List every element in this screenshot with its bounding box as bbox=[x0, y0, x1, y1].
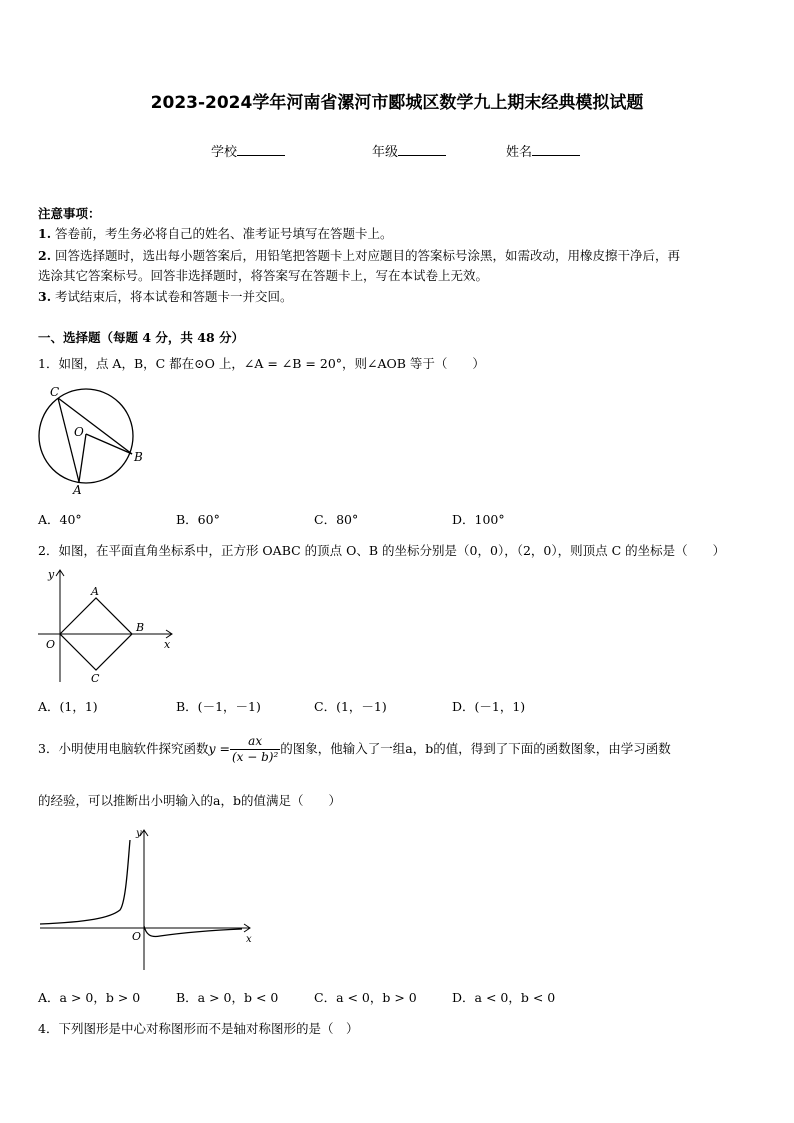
label-c: C bbox=[91, 672, 100, 685]
school-label: 学校 bbox=[211, 145, 238, 160]
section-heading: 一、选择题（每题 4 分，共 48 分） bbox=[38, 330, 245, 345]
q1-circle-figure bbox=[34, 380, 146, 498]
curve-left-branch bbox=[40, 840, 130, 924]
label-b: B bbox=[134, 450, 143, 464]
q3-stem-line1: 3．小明使用电脑软件探究函数y = $\frac{ax}{\text{(x − b)²}}$ 的图象，他输入了一组a，b的值，得到了下面的函数图象，由学习函数 bbox=[38, 734, 671, 764]
label-x: x bbox=[246, 934, 252, 945]
label-x: x bbox=[164, 638, 171, 651]
q2-option-b: B．(－1，－1) bbox=[176, 699, 261, 714]
page-title: 2023-2024学年河南省漯河市郾城区数学九上期末经典模拟试题 bbox=[150, 93, 644, 113]
function-fraction: $\frac{ax}{\text{(x − b)²}}$ bbox=[231, 734, 279, 764]
q4-stem: 4．下列图形是中心对称图形而不是轴对称图形的是（ ） bbox=[38, 1021, 359, 1036]
q1-stem: 1．如图，点 A，B，C 都在⊙O 上，∠A = ∠B = 20°，则∠AOB 等于（ ） bbox=[38, 356, 485, 371]
label-y: y bbox=[136, 828, 142, 839]
grade-blank bbox=[398, 143, 446, 156]
grade-label: 年级 bbox=[372, 145, 399, 160]
chord-cb bbox=[58, 398, 132, 454]
label-o: O bbox=[74, 425, 84, 439]
q2-stem: 2．如图，在平面直角坐标系中，正方形 OABC 的顶点 O、B 的坐标分别是（0，0），（2，0），则顶点 C 的坐标是（ ） bbox=[38, 543, 726, 558]
q3-option-b: B．a > 0，b < 0 bbox=[176, 990, 279, 1005]
grade-field bbox=[372, 141, 446, 160]
notice-item: 2. 回答选择题时，选出每小题答案后，用铅笔把答题卡上对应题目的答案标号涂黑，如需改动，用橡皮擦干净后，再 bbox=[38, 248, 681, 263]
label-o: O bbox=[132, 930, 142, 943]
name-label: 姓名 bbox=[506, 145, 533, 160]
label-c: C bbox=[50, 385, 60, 399]
label-b: B bbox=[136, 621, 145, 634]
q3-function-graph bbox=[38, 822, 260, 972]
school-field bbox=[211, 141, 285, 160]
q1-option-c: C．80° bbox=[314, 512, 359, 527]
q3-option-c: C．a < 0，b > 0 bbox=[314, 990, 417, 1005]
label-o: O bbox=[46, 638, 56, 651]
q3-option-a: A．a > 0，b > 0 bbox=[38, 990, 141, 1005]
q2-option-d: D．(－1，1) bbox=[452, 699, 526, 714]
q3-option-d: D．a < 0，b < 0 bbox=[452, 990, 556, 1005]
q3-stem-line2: 的经验，可以推断出小明输入的a，b的值满足（ ） bbox=[38, 793, 341, 808]
notice-heading: 注意事项： bbox=[38, 206, 101, 221]
q1-option-d: D．100° bbox=[452, 512, 505, 527]
q2-option-c: C．(1，－1) bbox=[314, 699, 387, 714]
notice-item: 选涂其它答案标号。回答非选择题时，将答案写在答题卡上，写在本试卷上无效。 bbox=[38, 268, 489, 283]
q1-option-a: A．40° bbox=[38, 512, 82, 527]
q1-option-b: B．60° bbox=[176, 512, 220, 527]
notice-item: 3. 考试结束后，将本试卷和答题卡一并交回。 bbox=[38, 289, 293, 304]
radius-oa bbox=[79, 434, 86, 482]
label-a: A bbox=[73, 483, 82, 497]
school-blank bbox=[237, 143, 285, 156]
label-a: A bbox=[91, 585, 99, 598]
chord-ca bbox=[58, 398, 79, 482]
name-field bbox=[506, 141, 580, 160]
q2-option-a: A．(1，1) bbox=[38, 699, 98, 714]
label-y: y bbox=[48, 568, 55, 581]
q2-square-figure bbox=[34, 564, 184, 688]
function-lhs: y = bbox=[208, 741, 230, 756]
name-blank bbox=[532, 143, 580, 156]
notice-item: 1. 答卷前，考生务必将自己的姓名、准考证号填写在答题卡上。 bbox=[38, 226, 393, 241]
